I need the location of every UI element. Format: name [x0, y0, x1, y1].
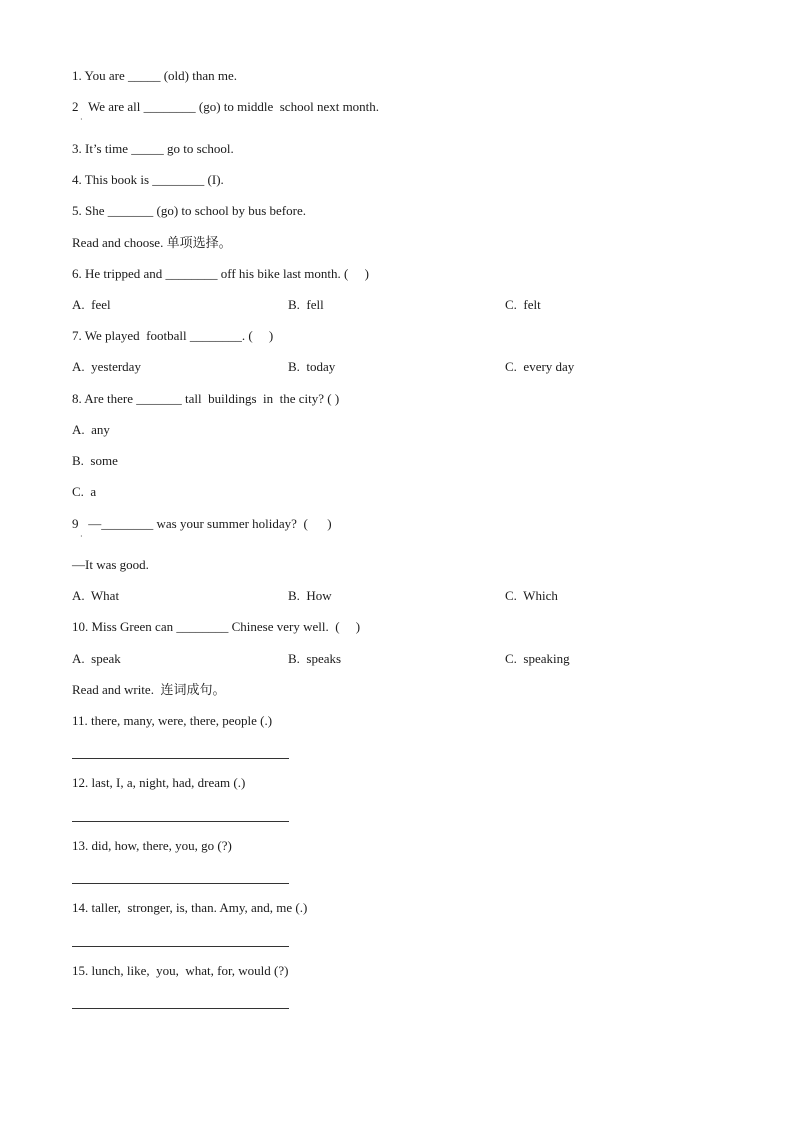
q7-option-b: B. today	[288, 359, 336, 374]
section-heading-choose: Read and choose. 单项选择。	[72, 235, 232, 250]
question-2: 2 We are all ________ (go) to middle school next month.	[72, 99, 380, 114]
question-4: 4. This book is ________ (I).	[72, 172, 224, 187]
question-6: 6. He tripped and ________ off his bike last month. ( )	[72, 266, 369, 281]
answer-line-15[interactable]	[72, 1008, 289, 1009]
q10-option-b: B. speaks	[288, 651, 342, 666]
q9-option-c: C. Which	[505, 588, 558, 603]
q7-option-a: A. yesterday	[72, 359, 141, 374]
q9-option-a: A. What	[72, 588, 120, 603]
question-14: 14. taller, stronger, is, than. Amy, and, me (.)	[72, 900, 308, 915]
answer-line-13[interactable]	[72, 883, 289, 884]
answer-line-14[interactable]	[72, 946, 289, 947]
section-heading-write: Read and write. 连词成句。	[72, 682, 226, 697]
list-marker-dot: ·	[80, 115, 83, 124]
answer-line-12[interactable]	[72, 821, 289, 822]
question-13: 13. did, how, there, you, go (?)	[72, 838, 232, 853]
q6-option-b: B. fell	[288, 297, 324, 312]
q10-option-c: C. speaking	[505, 651, 570, 666]
q10-option-a: A. speak	[72, 651, 121, 666]
question-8: 8. Are there _______ tall buildings in the city? ( )	[72, 391, 340, 406]
question-9: 9 —________ was your summer holiday? ( )	[72, 516, 332, 531]
question-9-reply: —It was good.	[72, 557, 149, 572]
question-7: 7. We played football ________. ( )	[72, 328, 274, 343]
question-5: 5. She _______ (go) to school by bus before.	[72, 203, 306, 218]
question-15: 15. lunch, like, you, what, for, would (?)	[72, 963, 289, 978]
q9-option-b: B. How	[288, 588, 332, 603]
q7-option-c: C. every day	[505, 359, 575, 374]
q8-option-c: C. a	[72, 484, 97, 499]
q8-option-a: A. any	[72, 422, 110, 437]
q8-option-b: B. some	[72, 453, 118, 468]
q6-option-c: C. felt	[505, 297, 541, 312]
list-marker-dot: ·	[80, 532, 83, 541]
question-12: 12. last, I, a, night, had, dream (.)	[72, 775, 246, 790]
question-11: 11. there, many, were, there, people (.)	[72, 713, 273, 728]
answer-line-11[interactable]	[72, 758, 289, 759]
question-3: 3. It’s time _____ go to school.	[72, 141, 234, 156]
question-10: 10. Miss Green can ________ Chinese very well. ( )	[72, 619, 361, 634]
question-1: 1. You are _____ (old) than me.	[72, 68, 238, 83]
q6-option-a: A. feel	[72, 297, 111, 312]
